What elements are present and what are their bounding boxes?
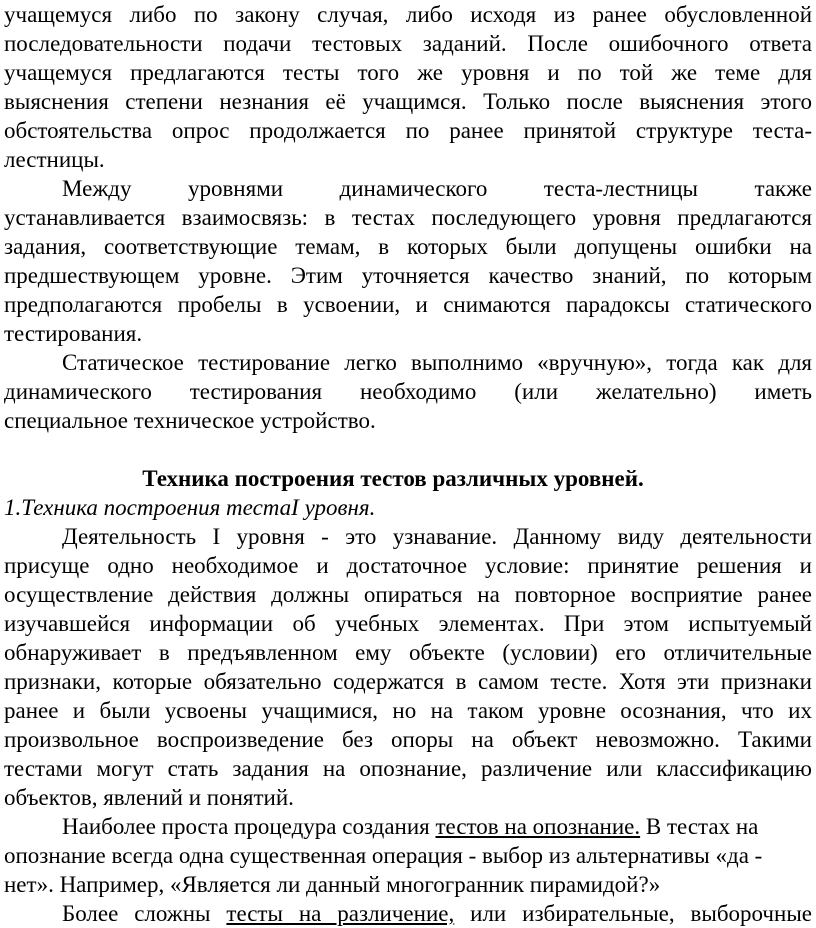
text-line: задания, соответствующие темам, в которых были допущены ошибки на bbox=[4, 234, 812, 259]
text-line bbox=[4, 812, 812, 841]
text-line: осуществление действия должны опираться на повторное восприятие ранее bbox=[4, 582, 812, 607]
text-line: выяснения степени незнания её учащимся. Только после выяснения этого bbox=[4, 89, 812, 114]
text-span: Наиболее проста процедура создания bbox=[62, 814, 436, 839]
text-line: объектов, явлений и понятий. bbox=[4, 785, 294, 810]
underlined-term: тесты на различение, bbox=[226, 901, 455, 926]
text-line: Между уровнями динамического теста-лестницы также bbox=[62, 176, 812, 201]
text-line: учащемуся либо по закону случая, либо исходя из ранее обусловленной bbox=[4, 2, 812, 27]
paragraph-3 bbox=[4, 348, 812, 435]
text-line: Статическое тестирование легко выполнимо «вручную», тогда как для bbox=[62, 350, 812, 375]
text-line: специальное техническое устройство. bbox=[4, 408, 376, 433]
text-line: Деятельность I уровня - это узнавание. Данному виду деятельности bbox=[62, 524, 812, 549]
text-span: В тестах на bbox=[640, 814, 759, 839]
paragraph-5 bbox=[4, 812, 812, 899]
text-line: предполагаются пробелы в усвоении, и снимаются парадоксы статического bbox=[4, 292, 812, 317]
text-line: предшествующем уровне. Этим уточняется качество знаний, по которым bbox=[4, 263, 812, 288]
document-page bbox=[4, 0, 812, 928]
text-line bbox=[4, 899, 812, 928]
subsection-heading: 1.Техника построения тестаI уровня. bbox=[4, 495, 376, 520]
text-line: устанавливается взаимосвязь: в тестах последующего уровня предлагаются bbox=[4, 205, 812, 230]
text-line: обнаруживает в предъявленном ему объекте (условии) его отличительные bbox=[4, 640, 812, 665]
text-line: лестницы. bbox=[4, 147, 105, 172]
text-span: Более сложны bbox=[62, 901, 227, 926]
paragraph-6 bbox=[4, 899, 812, 928]
text-line: опознание всегда одна существенная операция - выбор из альтернативы «да - bbox=[4, 843, 763, 868]
text-line: присуще одно необходимое и достаточное условие: принятие решения и bbox=[4, 553, 812, 578]
text-line: тестами могут стать задания на опознание, различение или классификацию bbox=[4, 756, 812, 781]
text-line: динамического тестирования необходимо (или желательно) иметь bbox=[4, 379, 812, 404]
text-line: учащемуся предлагаются тесты того же уровня и по той же теме для bbox=[4, 60, 812, 85]
paragraph-2 bbox=[4, 174, 812, 348]
paragraph-1 bbox=[4, 0, 812, 174]
text-line: последовательности подачи тестовых заданий. После ошибочного ответа bbox=[4, 31, 812, 56]
paragraph-4 bbox=[4, 522, 812, 812]
underlined-term: тестов на опознание. bbox=[435, 814, 641, 839]
text-line: нет». Например, «Является ли данный многогранник пирамидой?» bbox=[4, 872, 661, 897]
text-line: признаки, которые обязательно содержатся в самом тесте. Хотя эти признаки bbox=[4, 669, 812, 694]
text-line: тестирования. bbox=[4, 321, 143, 346]
text-line: произвольное воспроизведение без опоры на объект невозможно. Такими bbox=[4, 727, 812, 752]
text-line: изучавшейся информации об учебных элементах. При этом испытуемый bbox=[4, 611, 812, 636]
blank-line bbox=[4, 435, 812, 464]
section-heading: Техника построения тестов различных уровней. bbox=[142, 466, 644, 491]
text-line: обстоятельства опрос продолжается по ранее принятой структуре теста- bbox=[4, 118, 812, 143]
text-line: ранее и были усвоены учащимися, но на таком уровне осознания, что их bbox=[4, 698, 812, 723]
text-span: или избирательные, выборочные bbox=[454, 901, 812, 926]
